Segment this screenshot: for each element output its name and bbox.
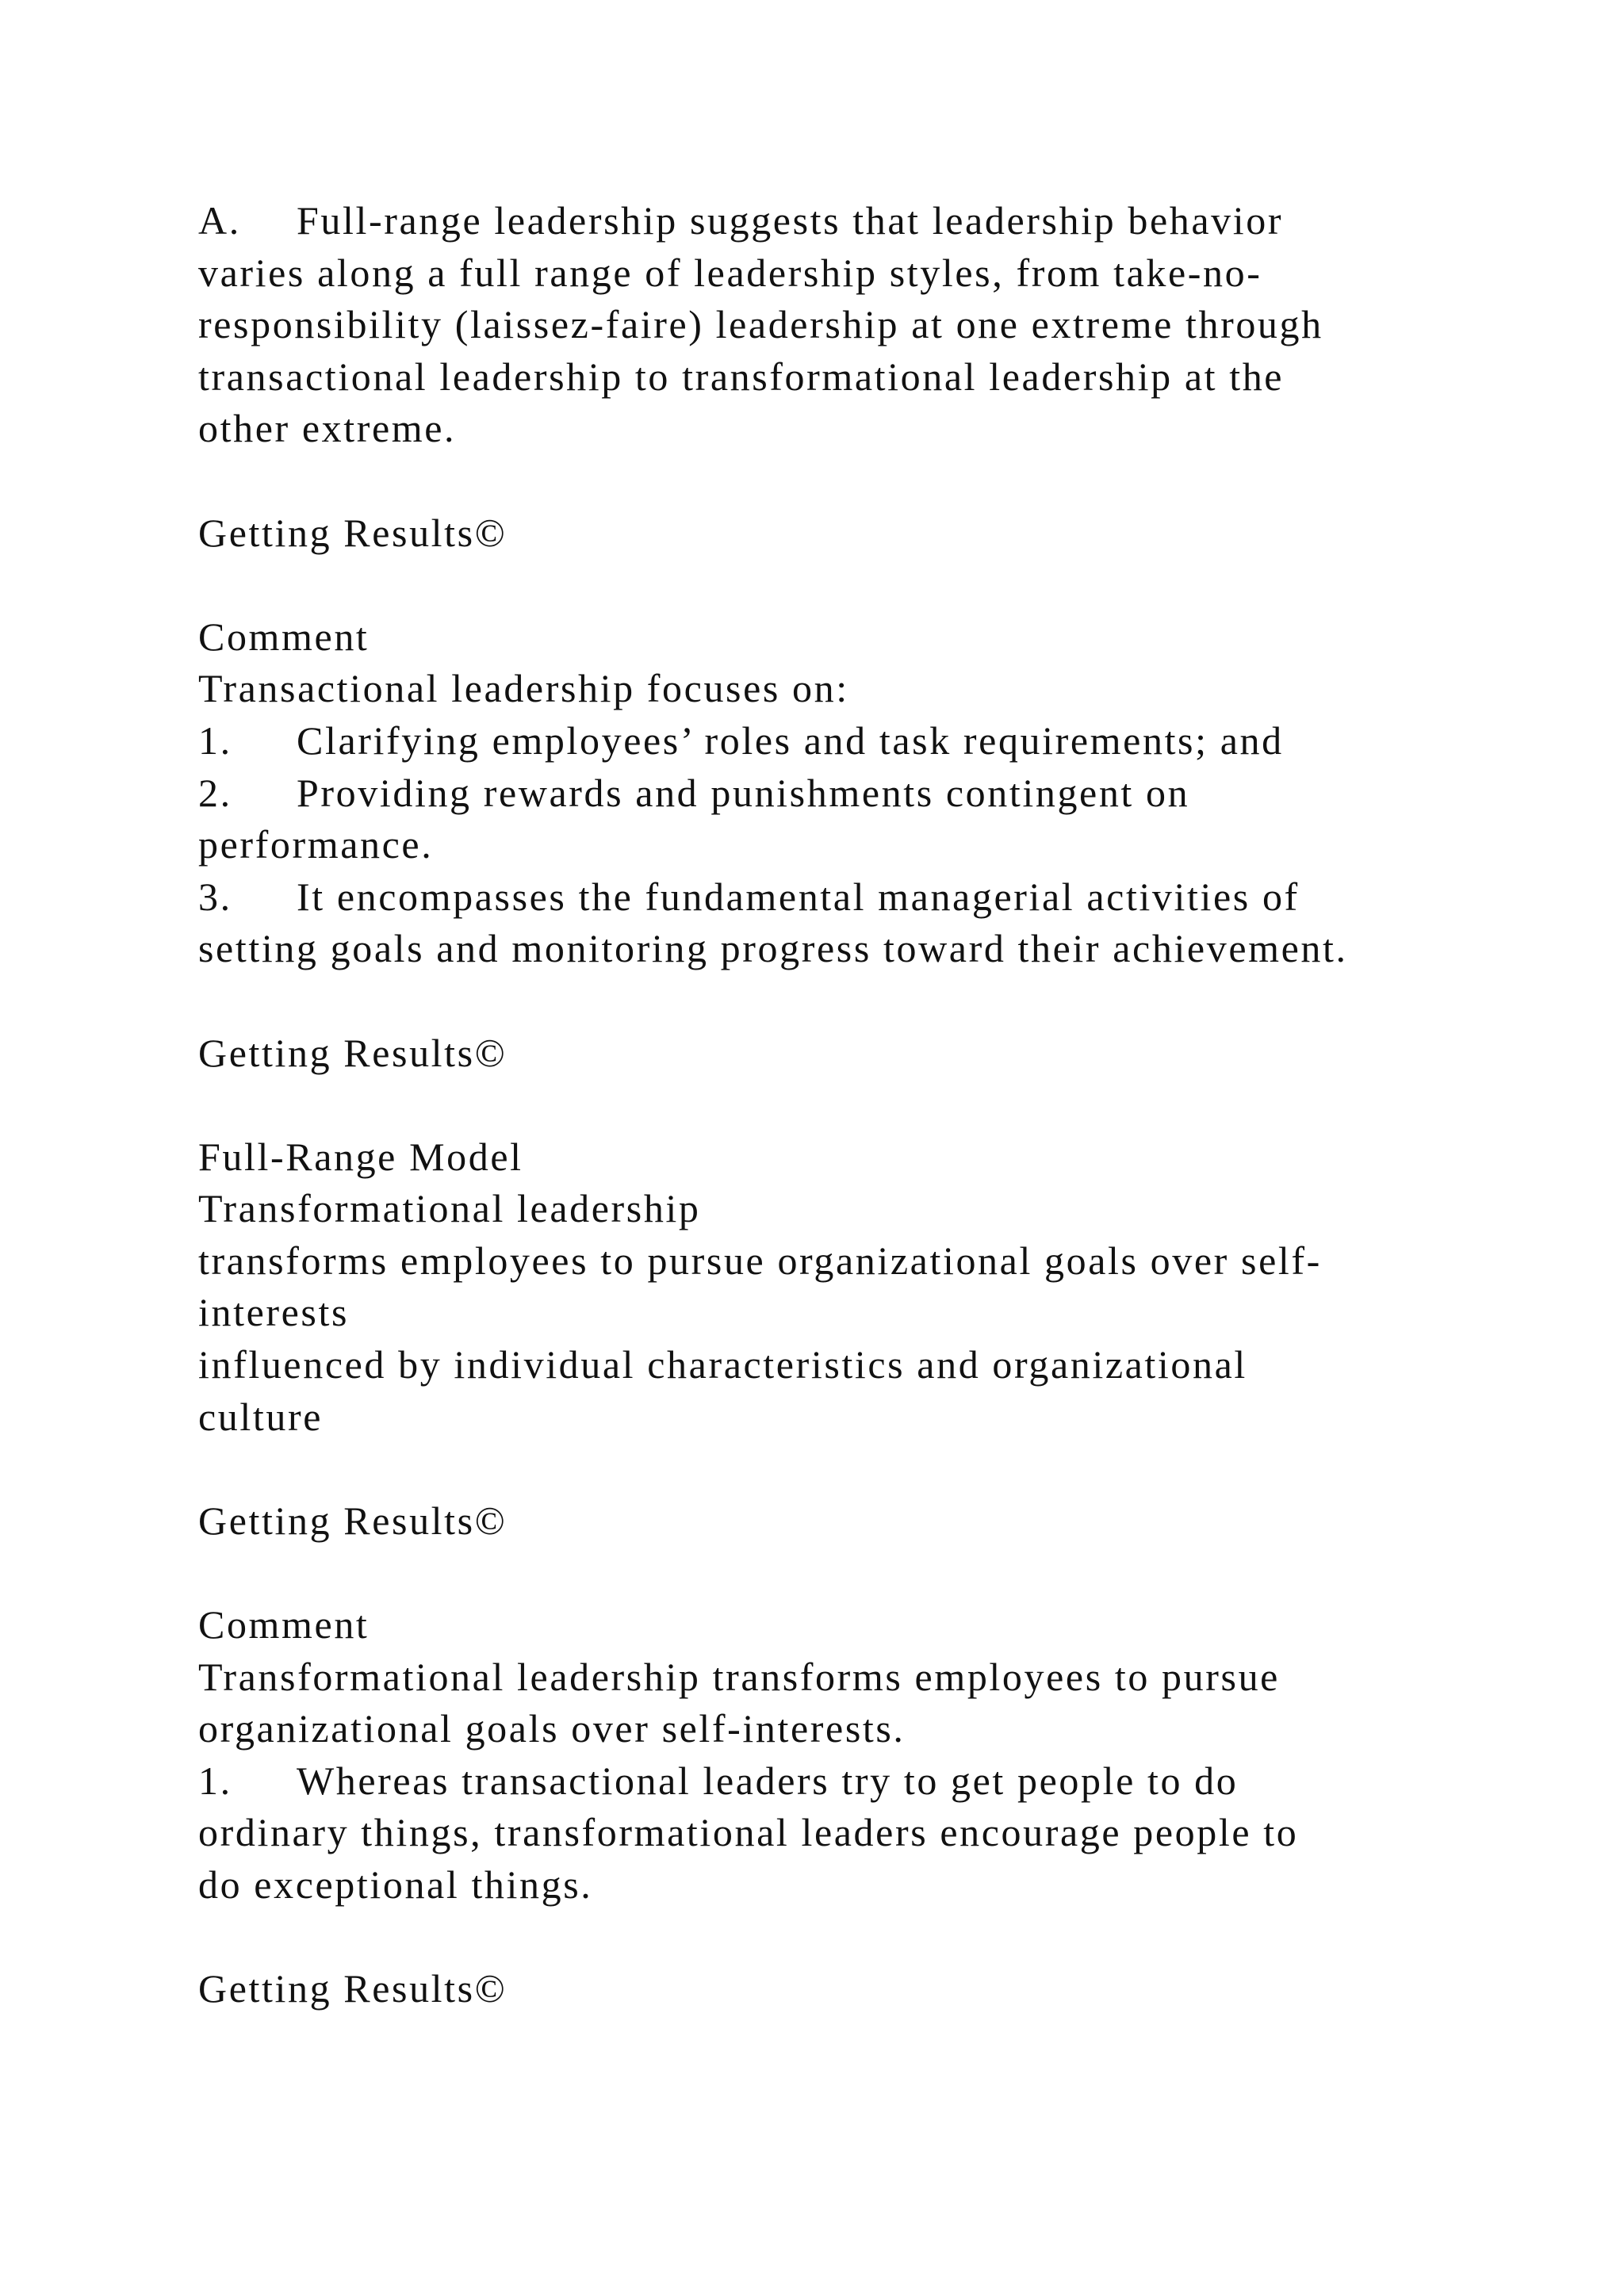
text-line [198,819,1483,871]
text-line [198,1859,1483,1911]
numbered-line [198,871,1483,924]
line-text: setting goals and monitoring progress toward their achievement. [198,926,1348,971]
line-text: Comment [198,1602,370,1647]
blank-line [198,975,1483,1027]
text-line [198,1599,1483,1651]
text-line [198,1235,1483,1288]
text-line [198,923,1483,975]
line-text: varies along a full range of leadership styles, from take-no- [198,250,1262,295]
document-section [198,195,1483,611]
numbered-line [198,767,1483,820]
section-footer: Getting Results© [198,510,508,555]
text-line [198,299,1483,351]
blank-line [198,1443,1483,1495]
line-text: other extreme. [198,406,457,451]
text-line [198,351,1483,404]
line-text: transforms employees to pursue organizational goals over self- [198,1238,1322,1283]
blank-line [198,559,1483,611]
text-line [198,1703,1483,1755]
list-number: A. [198,198,241,243]
line-text: Providing rewards and punishments contingent on [297,770,1190,815]
text-line [198,1183,1483,1235]
line-text: Transformational leadership transforms employees to pursue [198,1654,1280,1699]
line-text: Comment [198,614,370,659]
line-text: influenced by individual characteristics and organizational [198,1342,1247,1387]
blank-line [198,455,1483,507]
text-line [198,247,1483,300]
document-section [198,611,1483,1131]
line-text: Transactional leadership focuses on: [198,666,849,711]
document-section [198,1599,1483,2015]
line-text: ordinary things, transformational leaders encourage people to [198,1810,1299,1855]
list-number: 1. [198,1758,232,1803]
line-text: Full-Range Model [198,1134,523,1179]
line-text: culture [198,1394,324,1439]
text-line [198,663,1483,715]
section-footer: Getting Results© [198,1030,508,1075]
section-footer: Getting Results© [198,1966,508,2011]
blank-line [198,1911,1483,1964]
list-number: 2. [198,770,232,815]
line-text: Whereas transactional leaders try to get people to do [297,1758,1239,1803]
line-text: Clarifying employees’ roles and task requirements; and [297,718,1284,763]
document-section [198,1131,1483,1599]
text-line [198,1287,1483,1339]
blank-line [198,1547,1483,1599]
line-text: responsibility (laissez-faire) leadership at one extreme through [198,302,1323,347]
text-line [198,1651,1483,1704]
line-text: interests [198,1290,350,1335]
document-body [198,195,1483,2015]
text-line [198,1391,1483,1444]
list-number: 1. [198,718,232,763]
text-line [198,1807,1483,1859]
line-text: Transformational leadership [198,1186,701,1231]
numbered-line [198,1755,1483,1808]
numbered-line [198,715,1483,767]
text-line [198,1339,1483,1391]
list-number: 3. [198,874,232,919]
line-text: Full-range leadership suggests that leadership behavior [297,198,1284,243]
section-footer: Getting Results© [198,1498,508,1543]
blank-line [198,1079,1483,1131]
line-text: transactional leadership to transformational leadership at the [198,354,1285,399]
text-line [198,1131,1483,1184]
line-text: performance. [198,822,434,867]
numbered-line [198,195,1483,247]
line-text: It encompasses the fundamental managerial activities of [297,874,1300,919]
text-line [198,403,1483,455]
text-line [198,611,1483,664]
line-text: do exceptional things. [198,1862,593,1907]
line-text: organizational goals over self-interests. [198,1706,906,1751]
